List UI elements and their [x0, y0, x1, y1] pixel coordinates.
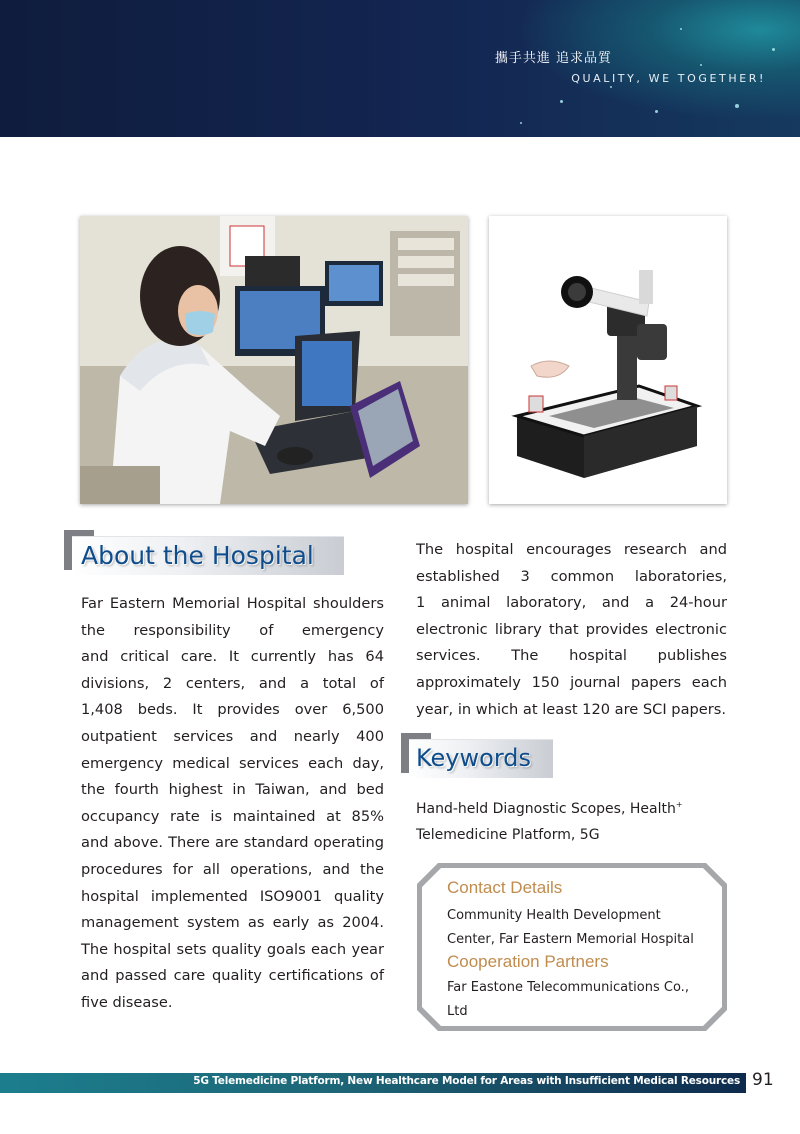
text-line: approximately 150 journal papers each [416, 673, 727, 691]
keywords-title-text: Keywords [416, 744, 532, 772]
slogan-english: QUALITY, WE TOGETHER! [571, 72, 766, 85]
sparkle-dot [772, 48, 775, 51]
keywords-line-1: Hand-held Diagnostic Scopes, Health [416, 801, 676, 817]
text-line: the responsibility of emergency [81, 621, 384, 639]
text-line: electronic library that provides electronic [416, 620, 727, 638]
keywords-text [416, 792, 736, 849]
sparkle-dot [680, 28, 682, 30]
text-line: year, in which at least 120 are SCI papers. [416, 700, 726, 718]
section-title-keywords [401, 733, 556, 781]
text-line: 1 animal laboratory, and a 24-hour [416, 594, 727, 612]
text-line: 1,408 beds. It provides over 6,500 [81, 701, 384, 719]
sparkle-dot [700, 64, 702, 66]
photo-nurse-at-workstation [80, 216, 468, 504]
contact-details-line: Center, Far Eastern Memorial Hospital [447, 931, 694, 947]
keywords-line-2: Telemedicine Platform, 5G [416, 827, 600, 844]
text-line: Far Eastern Memorial Hospital shoulders [81, 595, 384, 612]
sparkle-dot [735, 104, 739, 108]
text-line: and above. There are standard operating [81, 834, 384, 852]
contact-details-body [447, 904, 715, 951]
header-banner [0, 0, 800, 137]
about-body-left [81, 591, 384, 1017]
text-line: management system as early as 2004. [81, 914, 384, 932]
text-line: five disease. [81, 993, 173, 1011]
text-line: divisions, 2 centers, and a total of [81, 674, 384, 692]
sparkle-dot [560, 100, 563, 103]
sparkle-dot [610, 86, 612, 88]
text-line: the fourth highest in Taiwan, and bed [81, 781, 384, 799]
about-title-text: About the Hospital [81, 541, 314, 570]
photo-diagnostic-scope-device [489, 216, 727, 504]
section-title-about [64, 530, 348, 578]
text-line: established 3 common laboratories, [416, 567, 727, 585]
text-line: occupancy rate is maintained at 85% [81, 807, 384, 825]
sparkle-dot [655, 110, 658, 113]
text-line: The hospital encourages research and [416, 541, 727, 558]
keywords-superscript: + [675, 800, 683, 809]
cooperation-partners-body [447, 976, 715, 1023]
contact-details-line: Community Health Development [447, 908, 661, 923]
partner-line: Ltd [447, 1003, 468, 1019]
partner-line: Far Eastone Telecommunications Co., [447, 980, 689, 995]
text-line: The hospital sets quality goals each year [81, 940, 384, 958]
text-line: hospital implemented ISO9001 quality [81, 887, 384, 905]
page-number: 91 [752, 1070, 774, 1090]
text-line: and critical care. It currently has 64 [81, 648, 384, 666]
cooperation-partners-heading: Cooperation Partners [447, 952, 609, 971]
text-line: services. The hospital publishes [416, 647, 727, 665]
text-line: procedures for all operations, and the [81, 860, 384, 878]
contact-box [416, 862, 728, 1032]
text-line: emergency medical services each day, [81, 754, 384, 772]
text-line: outpatient services and nearly 400 [81, 727, 384, 745]
text-line: and passed care quality certifications of [81, 967, 384, 985]
sparkle-dot [520, 122, 522, 124]
footer-title: 5G Telemedicine Platform, New Healthcare Model for Areas with Insufficient Medical Resources [193, 1075, 740, 1087]
contact-details-heading: Contact Details [447, 878, 563, 897]
footer-bar [0, 1073, 746, 1093]
slogan-chinese: 攜手共進 追求品質 [494, 51, 612, 66]
about-body-right [416, 537, 727, 723]
